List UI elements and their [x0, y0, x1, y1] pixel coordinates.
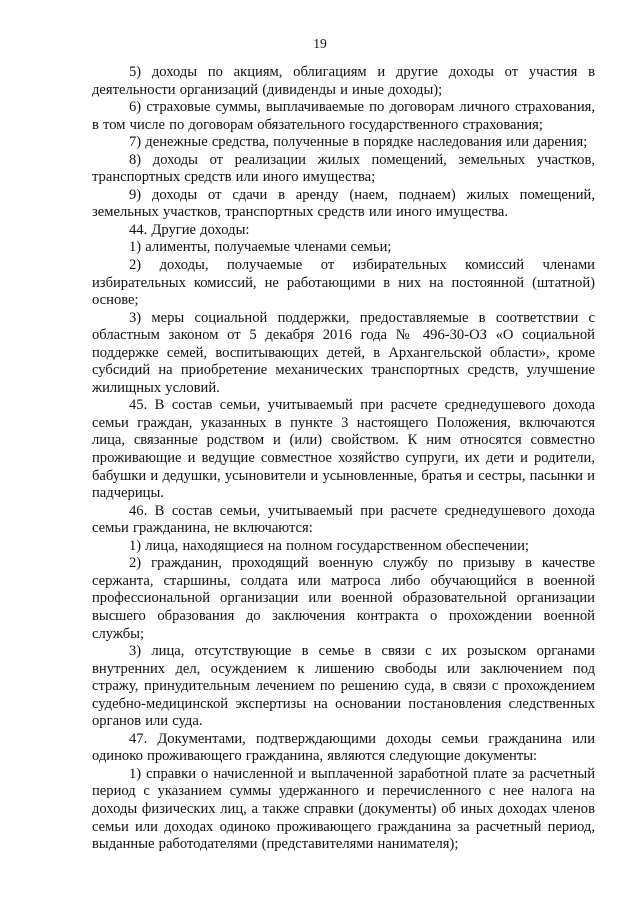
- paragraph-47-item-1: 1) справки о начисленной и выплаченной заработной плате за расчетный период с указанием суммы удержанного и перечисленного с нее налога на доходы физических лиц, а также справки (документы) об иных доходах членов семьи или доходах одиноко проживающего гражданина за расчетный период, выданные работодателями (представителями нанимателя);: [92, 765, 595, 853]
- paragraph-item-5-dividend-income: 5) доходы по акциям, облигациям и другие доходы от участия в деятельности организаций (дивиденды и иные доходы);: [92, 64, 595, 98]
- paragraph-44-heading: 44. Другие доходы:: [129, 221, 250, 238]
- paragraph-item-9-rental-income: 9) доходы от сдачи в аренду (наем, поднаем) жилых помещений, земельных участков, транспортных средств или иного имущества.: [92, 186, 595, 221]
- paragraph-46-item-1: 1) лица, находящиеся на полном государственном обеспечении;: [129, 537, 529, 554]
- paragraph-item-8-property-sales: 8) доходы от реализации жилых помещений, земельных участков, транспортных средств или иного имущества;: [92, 151, 595, 186]
- paragraph-item-7-inheritance: 7) денежные средства, полученные в порядке наследования или дарения;: [129, 134, 588, 151]
- paragraph-46-item-3: 3) лица, отсутствующие в семье в связи с их розыском органами внутренних дел, осуждением к лишению свободы или заключением под стражу, принудительным лечением по решению суда, в связи с прохождением судебно-медицинской экспертизы на основании постановления следственных органов или суда.: [92, 643, 595, 730]
- paragraph-44-item-2: 2) доходы, получаемые от избирательных комиссий членами избирательных комиссий, не работающими в них на постоянной (штатной) основе;: [92, 257, 595, 309]
- paragraph-47-heading: 47. Документами, подтверждающими доходы семьи гражданина или одиноко проживающего гражданина, являются следующие документы:: [92, 730, 595, 765]
- paragraph-44-item-3: 3) меры социальной поддержки, предоставляемые в соответствии с областным законом от 5 декабря 2016 года № 496-30-ОЗ «О социальной поддержке семей, воспитывающих детей, в Архангельской области», кроме субсидий на приобретение механических транспортных средств, улучшение жилищных условий.: [92, 309, 595, 396]
- paragraph-44-item-1: 1) алименты, получаемые членами семьи;: [129, 239, 392, 256]
- page-number: 19: [313, 36, 327, 51]
- paragraph-45: 45. В состав семьи, учитываемый при расчете среднедушевого дохода семьи граждан, указанных в пункте 3 настоящего Положения, включаются лица, связанные родством и (или) свойством. К ним относятся совместно проживающие и ведущие совместное хозяйство супруги, их дети и родители, бабушки и дедушки, усыновители и усыновленные, братья и сестры, пасынки и падчерицы.: [92, 397, 595, 502]
- paragraph-46-item-2: 2) гражданин, проходящий военную службу по призыву в качестве сержанта, старшины, солдата или матроса либо обучающийся в военной профессиональной организации или военной образовательной организации высшего образования до заключения контракта о прохождении военной службы;: [92, 555, 595, 642]
- document-body: [92, 64, 595, 854]
- paragraph-item-6-insurance-sums: 6) страховые суммы, выплачиваемые по договорам личного страхования, в том числе по договорам обязательного государственного страхования;: [92, 99, 595, 133]
- paragraph-46-heading: 46. В состав семьи, учитываемый при расчете среднедушевого дохода семьи гражданина, не включаются:: [92, 502, 595, 537]
